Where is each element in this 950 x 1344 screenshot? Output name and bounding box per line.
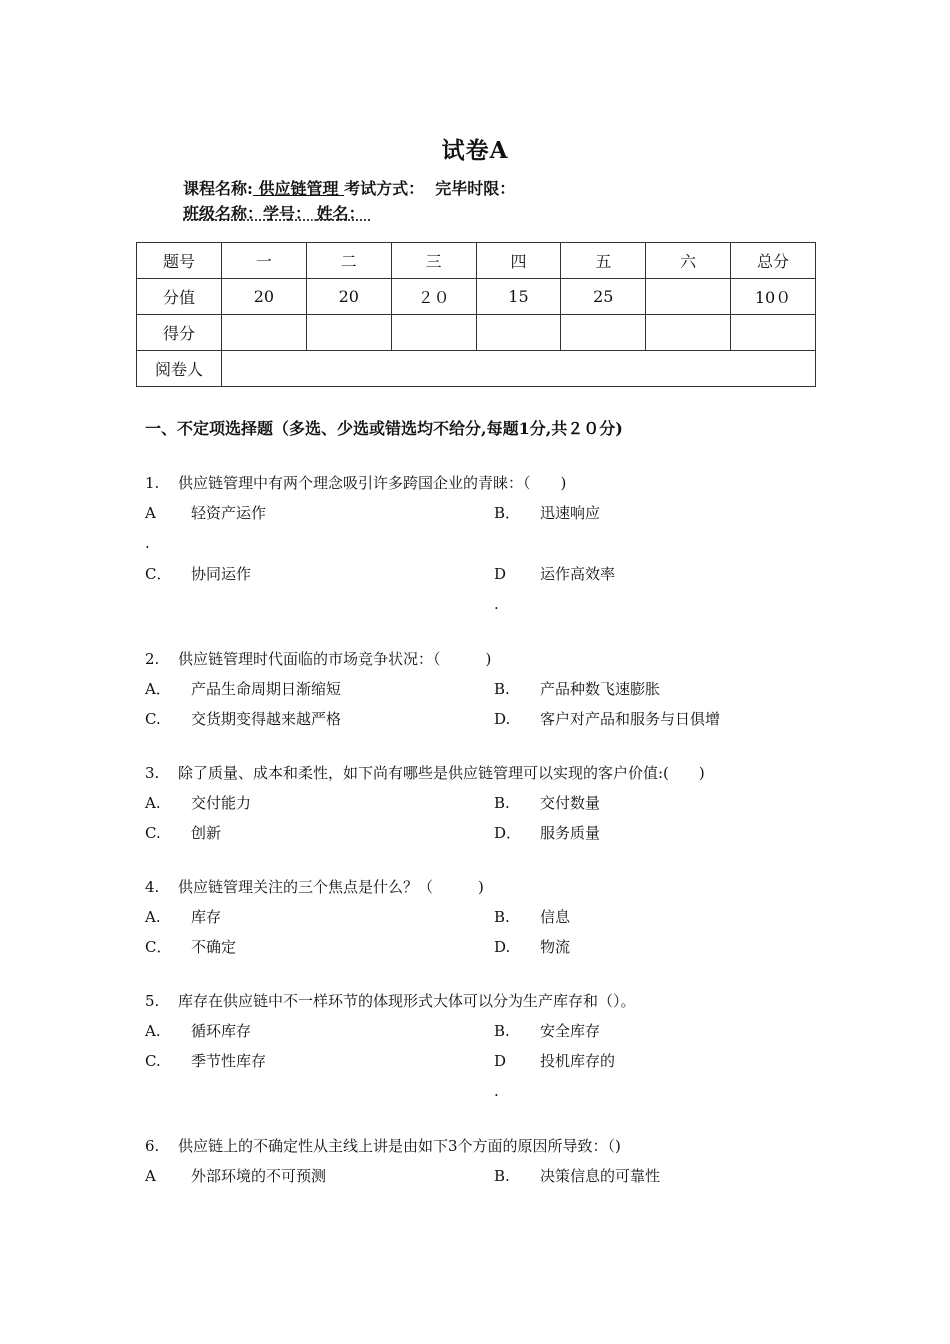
option-letter: C． [145,938,172,956]
time-limit-label: 完毕时限： [435,179,516,198]
option-a[interactable] [145,1165,326,1186]
option-text: 迅速响应 [540,504,601,522]
score-table-score-row [137,315,816,351]
score-table-value-row [137,279,816,315]
section-heading: 一、不定项选择题（多选、少选或错选均不给分,每题1分,共２０分) [145,419,623,438]
score-table-grader-row [137,351,816,387]
grader-label: 阅卷人 [137,351,222,387]
option-text: 安全库存 [540,1022,601,1040]
table-cell: 25 [561,279,646,315]
option-letter: A. [145,794,161,812]
score-input-cell[interactable] [646,315,731,351]
option-letter: A [145,504,156,522]
question-number: 4. [145,878,160,896]
option-text: 交货期变得越来越严格 [191,710,342,728]
option-d[interactable] [494,822,600,843]
info-line-2 [183,201,370,224]
option-c[interactable] [145,822,221,843]
table-cell: 五 [561,243,646,279]
stray-dot: . [494,1082,499,1100]
table-cell: 20 [306,279,391,315]
option-letter: D. [494,710,511,728]
option-text: 创新 [191,824,222,842]
option-b[interactable] [494,678,660,699]
course-label: 课程名称: [183,179,253,198]
option-c[interactable] [145,1050,266,1071]
question-stem [145,472,566,493]
option-d[interactable] [494,1050,615,1071]
option-b[interactable] [494,1165,660,1186]
option-letter: B. [494,794,510,812]
table-cell: 题号 [137,243,222,279]
option-a[interactable] [145,1020,251,1041]
table-cell: 二 [306,243,391,279]
question-stem [145,762,705,783]
option-a[interactable] [145,678,341,699]
option-letter: B. [494,680,510,698]
table-cell: 四 [476,243,561,279]
score-input-cell[interactable] [476,315,561,351]
option-letter: A． [145,680,171,698]
table-cell: ２０ [391,279,476,315]
table-cell: 20 [222,279,307,315]
option-b[interactable] [494,1020,600,1041]
table-cell [646,279,731,315]
option-text: 投机库存的 [540,1052,616,1070]
option-d[interactable] [494,563,615,584]
exam-mode-label: 考试方式： [344,179,425,198]
option-text: 服务质量 [540,824,601,842]
question-text: 库存在供应链中不一样环节的体现形式大体可以分为生产库存和（）。 [178,992,636,1010]
name-label: 姓名： [316,204,365,223]
table-cell: 15 [476,279,561,315]
option-letter: B． [494,504,521,522]
question-stem [145,876,484,897]
option-letter: C. [145,1052,161,1070]
option-b[interactable] [494,502,600,523]
question-number: 5. [145,992,160,1010]
question-number: 2. [145,650,160,668]
table-cell: 分值 [137,279,222,315]
option-letter: D [494,565,507,583]
option-text: 交付数量 [540,794,601,812]
option-letter: B. [494,908,510,926]
option-text: 轻资产运作 [191,504,267,522]
stray-dot: . [494,595,499,613]
score-input-cell[interactable] [306,315,391,351]
option-letter: C． [145,565,172,583]
option-text: 季节性库存 [191,1052,267,1070]
option-letter: A. [145,908,161,926]
question-stem [145,648,491,669]
option-letter: B. [494,1022,510,1040]
course-value: 供应链管理 [252,179,345,198]
question-text: 供应链管理关注的三个焦点是什么？（ ) [178,878,484,896]
option-text: 客户对产品和服务与日俱增 [540,710,721,728]
student-id-label: 学号： [263,204,312,223]
class-label: 班级名称： [183,204,264,223]
option-text: 协同运作 [191,565,252,583]
score-input-cell[interactable] [222,315,307,351]
info-line-1 [183,176,515,199]
option-a[interactable] [145,502,266,523]
option-d[interactable] [494,936,570,957]
option-letter: A. [145,1022,161,1040]
table-cell: 三 [391,243,476,279]
stray-dot: . [145,534,150,552]
question-stem [145,990,636,1011]
option-c[interactable] [145,708,341,729]
question-text: 供应链管理中有两个理念吸引许多跨国企业的青睐：（ ) [178,474,567,492]
table-cell: 10０ [731,279,816,315]
score-input-cell[interactable] [731,315,816,351]
option-text: 信息 [540,908,571,926]
option-letter: C. [145,824,161,842]
option-letter: D [494,1052,507,1070]
score-table-header-row [137,243,816,279]
option-text: 物流 [540,938,571,956]
option-letter: A [145,1167,156,1185]
exam-title: 试卷A [441,137,509,164]
option-text: 运作高效率 [540,565,616,583]
option-text: 不确定 [191,938,237,956]
option-d[interactable] [494,708,720,729]
option-b[interactable] [494,792,600,813]
score-label: 得分 [137,315,222,351]
option-text: 产品生命周期日渐缩短 [191,680,342,698]
option-c[interactable] [145,936,236,957]
option-a[interactable] [145,792,251,813]
option-text: 交付能力 [191,794,252,812]
score-input-cell[interactable] [561,315,646,351]
question-number: 6. [145,1137,160,1155]
option-text: 决策信息的可靠性 [540,1167,661,1185]
question-number: 3. [145,764,160,782]
question-stem [145,1135,621,1156]
option-c[interactable] [145,563,251,584]
option-text: 循环库存 [191,1022,252,1040]
question-text: 除了质量、成本和柔性，如下尚有哪些是供应链管理可以实现的客户价值:( ) [178,764,705,782]
option-letter: C. [145,710,161,728]
option-letter: B. [494,1167,510,1185]
option-b[interactable] [494,906,570,927]
question-text: 供应链管理时代面临的市场竞争状况：（ ) [178,650,492,668]
score-input-cell[interactable] [391,315,476,351]
table-cell: 一 [222,243,307,279]
question-number: 1. [145,474,160,492]
option-a[interactable] [145,906,221,927]
table-cell: 六 [646,243,731,279]
option-text: 外部环境的不可预测 [191,1167,327,1185]
table-cell: 总分 [731,243,816,279]
score-table [136,242,816,387]
question-text: 供应链上的不确定性从主线上讲是由如下3个方面的原因所导致：（) [178,1137,621,1155]
option-letter: D． [494,824,522,842]
option-text: 库存 [191,908,222,926]
option-letter: D. [494,938,511,956]
option-text: 产品种数飞速膨胀 [540,680,661,698]
grader-input-cell[interactable] [222,351,816,387]
